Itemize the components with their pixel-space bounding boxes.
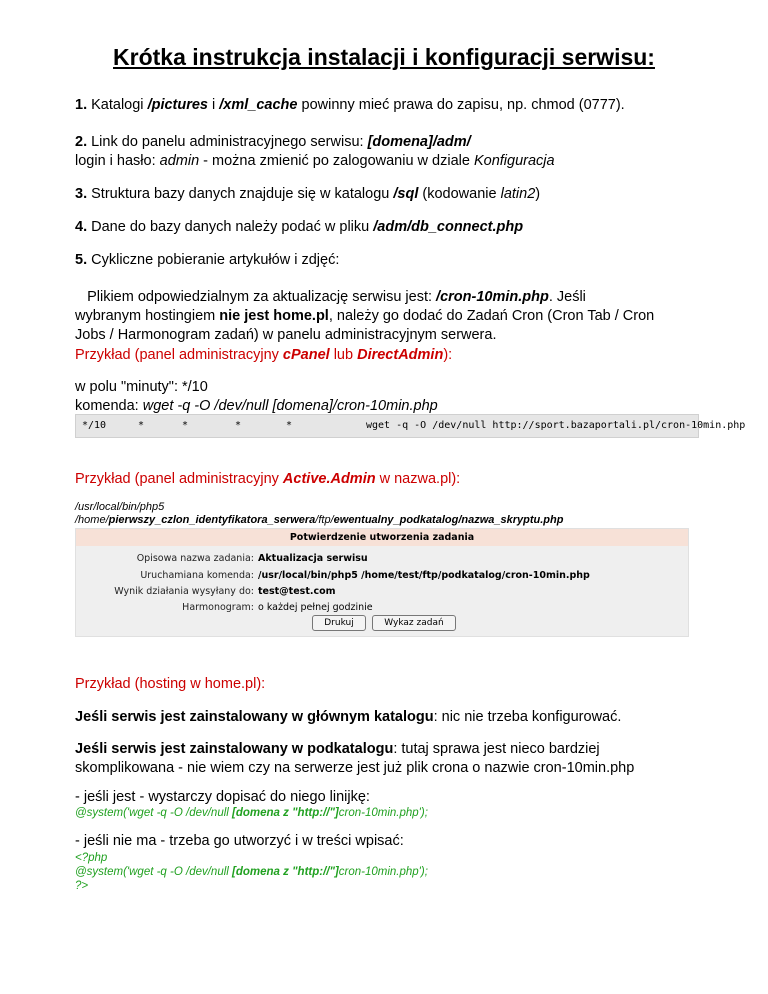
- step-1: 1. Katalogi /pictures i /xml_cache powinny mieć prawa do zapisu, np. chmod (0777).: [75, 97, 625, 113]
- homepl-exists: - jeśli jest - wystarczy dopisać do niego linijkę:: [75, 789, 370, 805]
- crontab-month: *: [235, 420, 242, 431]
- step-5: 5. Cykliczne pobieranie artykułów i zdjęć:: [75, 252, 340, 268]
- homepl-missing: - jeśli nie ma - trzeba go utworzyć i w treści wpisać:: [75, 833, 404, 849]
- activeadmin-paths: /usr/local/bin/php5 /home/pierwszy_czlon_identyfikatora_serwera/ftp/ewentualny_podkatalog/nazwa_skryptu.php: [75, 501, 564, 526]
- step-2: 2. Link do panelu administracyjnego serwisu: [domena]/adm/ login i hasło: admin - można zmienić po zalogowaniu w dziale Konfiguracja: [75, 134, 555, 169]
- homepl-missing-code: <?php @system('wget -q -O /dev/null [domena z "http://"]cron-10min.php'); ?>: [75, 852, 428, 892]
- crontab-command: wget -q -O /dev/null http://sport.bazaportali.pl/cron-10min.php: [366, 420, 746, 431]
- homepl-main-dir: Jeśli serwis jest zainstalowany w głównym katalogu: nic nie trzeba konfigurować.: [75, 709, 622, 725]
- crontab-minute: */10: [82, 420, 107, 431]
- example-activeadmin-heading: Przykład (panel administracyjny Active.Admin w nazwa.pl):: [75, 471, 461, 487]
- step-3: 3. Struktura bazy danych znajduje się w katalogu /sql (kodowanie latin2): [75, 186, 541, 202]
- task-list-button[interactable]: Wykaz zadań: [372, 615, 456, 631]
- example-cpanel-heading: Przykład (panel administracyjny cPanel lub DirectAdmin):: [75, 347, 453, 363]
- example-cpanel-lines: w polu "minuty": */10 komenda: wget -q -O /dev/null [domena]/cron-10min.php: [75, 379, 438, 414]
- homepl-exists-code: @system('wget -q -O /dev/null [domena z "http://"]cron-10min.php');: [75, 807, 428, 819]
- cron-paragraph: Plikiem odpowiedzialnym za aktualizację serwisu jest: /cron-10min.php. Jeśli wybranym hostingiem nie jest home.pl, należy go dodać do Zadań Cron (Cron Tab / Cron Jobs / Harmonogram zadań) w panelu administracyjnym serwera.: [75, 289, 655, 343]
- crontab-hour: *: [138, 420, 145, 431]
- homepl-subdir: Jeśli serwis jest zainstalowany w podkatalogu: tutaj sprawa jest nieco bardziej skomplikowana - nie wiem czy na serwerze jest już plik crona o nazwie cron-10min.php: [75, 741, 635, 776]
- page-title: Krótka instrukcja instalacji i konfiguracji serwisu:: [113, 44, 655, 70]
- print-button[interactable]: Drukuj: [312, 615, 366, 631]
- crontab-day: *: [182, 420, 189, 431]
- crontab-weekday: *: [286, 420, 293, 431]
- crontab-screenshot: [75, 414, 746, 438]
- example-homepl-heading: Przykład (hosting w home.pl):: [75, 676, 266, 692]
- aa-header: Potwierdzenie utworzenia zadania: [76, 529, 688, 546]
- step-4: 4. Dane do bazy danych należy podać w pliku /adm/db_connect.php: [75, 219, 524, 235]
- activeadmin-screenshot: Potwierdzenie utworzenia zadania Opisowa nazwa zadania: Aktualizacja serwisu Uruchamiana komenda: /usr/local/bin/php5 /home/test/ftp/podkatalog/cron-10min.php Wynik działania wysyłany do: test@test.com Harmonogram: o każdej pełnej godzinie Drukuj Wykaz zadań: [75, 528, 689, 637]
